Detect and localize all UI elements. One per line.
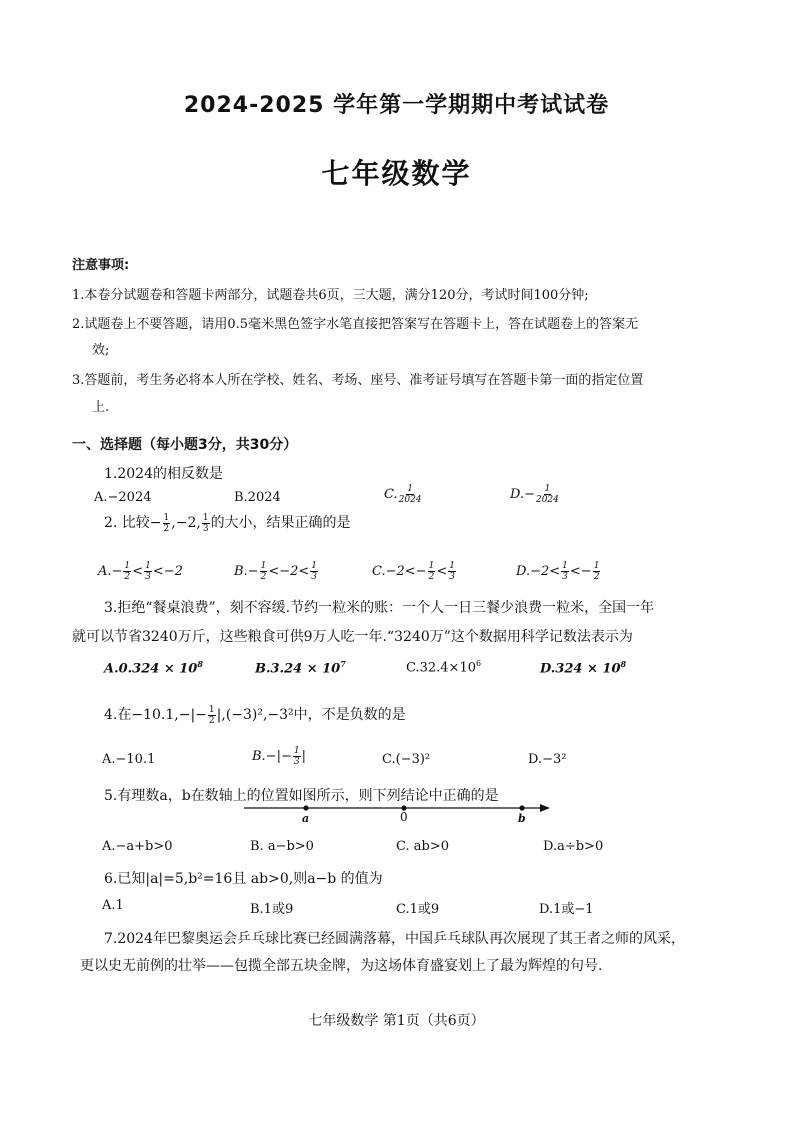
question-7-line-2: 更以史无前例的壮举——包揽全部五块金牌，为这场体育盛宴划上了最为辉煌的句号. <box>80 958 603 974</box>
question-3-option-a: $A.0.324 \times 10^8$ <box>104 659 203 677</box>
question-6-stem: 6.已知|a|=5,b²=16且 ab>0,则a−b 的值为 <box>104 871 383 887</box>
question-3-option-c: $C.32.4\times 10^6$ <box>406 659 482 676</box>
question-6-option-c: C.1或9 <box>396 902 440 917</box>
question-4-option-b: B.−|− $\frac{1}{3}$ | <box>252 746 306 767</box>
question-1-option-d: D.− $\frac{1}{2024}$ <box>510 484 559 505</box>
number-line-label-a: a <box>302 812 310 825</box>
question-1-option-b: B.2024 <box>234 490 281 505</box>
question-5-option-b: B. a−b>0 <box>250 839 314 854</box>
question-5-option-d: D.a÷b>0 <box>543 839 604 854</box>
notice-item-2-cont: 效; <box>92 343 110 358</box>
number-line-arrow <box>540 804 550 812</box>
exam-subject: 七年级数学 <box>321 157 472 190</box>
notice-item-2: 2.试题卷上不要答题，请用0.5毫米黑色签字水笔直接把答案写在答题卡上，答在试题卷上的答案无 <box>72 317 639 332</box>
exam-title: 2024-2025 学年第一学期期中考试试卷 <box>183 93 610 118</box>
section-heading: 一、选择题（每小题3分，共30分） <box>72 437 298 453</box>
number-line-label-0: 0 <box>400 810 408 824</box>
question-1-option-a: A.−2024 <box>94 490 152 505</box>
question-2-option-b: B.− $\frac{1}{2}$ <−2< $\frac{1}{3}$ <box>234 561 317 582</box>
question-5-stem: 5.有理数a，b在数轴上的位置如图所示，则下列结论中正确的是 <box>104 788 499 804</box>
question-3-option-d: $D.324 \times 10^8$ <box>540 659 627 677</box>
question-2-option-c: C.−2<− $\frac{1}{2}$ < $\frac{1}{3}$ <box>372 561 455 582</box>
question-1-option-c: C. $\frac{1}{2024}$ <box>384 484 422 505</box>
question-6-option-a: A.1 <box>102 898 124 913</box>
question-4-option-a: A.−10.1 <box>102 752 156 767</box>
notice-heading: 注意事项: <box>72 258 130 273</box>
question-4-option-c: C.(−3)² <box>382 752 431 767</box>
number-line-label-b: b <box>518 812 526 825</box>
question-6-option-d: D.1或−1 <box>539 902 594 917</box>
notice-item-3-cont: 上. <box>92 400 110 415</box>
question-6-option-b: B.1或9 <box>250 902 294 917</box>
question-4-option-d: D.−3² <box>528 752 567 767</box>
question-4-stem: 4.在−10.1,−|− $\frac{1}{2}$ |,(−3)²,−3²中，不是负数的是 <box>104 704 406 726</box>
question-3-option-b: $B.3.24 \times 10^7$ <box>255 659 346 677</box>
question-1-stem: 1.2024的相反数是 <box>104 466 223 482</box>
page-footer: 七年级数学 第1页（共6页） <box>308 1013 485 1029</box>
point-a <box>303 805 308 810</box>
point-b <box>519 805 524 810</box>
number-line <box>238 800 558 828</box>
question-7-line-1: 7.2024年巴黎奥运会乒乓球比赛已经圆满落幕，中国乒乓球队再次展现了其王者之师的风采， <box>104 931 685 947</box>
question-3-line-2: 就可以节省3240万斤，这些粮食可供9万人吃一年.“3240万”这个数据用科学记数法表示为 <box>72 629 633 645</box>
question-2-option-a: A.− $\frac{1}{2}$ < $\frac{1}{3}$ <−2 <box>98 561 183 582</box>
question-2-option-d: D.−2< $\frac{1}{3}$ <− $\frac{1}{2}$ <box>516 561 600 582</box>
notice-item-3: 3.答题前，考生务必将本人所在学校、姓名、考场、座号、准考证号填写在答题卡第一面的指定位置 <box>72 373 644 388</box>
question-3-line-1: 3.拒绝“餐桌浪费”，刻不容缓.节约一粒米的账：一个人一日三餐少浪费一粒米，全国一年 <box>104 600 655 616</box>
question-5-option-c: C. ab>0 <box>396 839 449 854</box>
question-2-stem: 2. 比较− $\frac{1}{2}$ ,−2, $\frac{1}{3}$ 的大小，结果正确的是 <box>104 512 351 534</box>
question-5-option-a: A.−a+b>0 <box>102 839 173 854</box>
notice-item-1: 1.本卷分试题卷和答题卡两部分，试题卷共6页，三大题，满分120分，考试时间100分钟; <box>72 288 589 303</box>
